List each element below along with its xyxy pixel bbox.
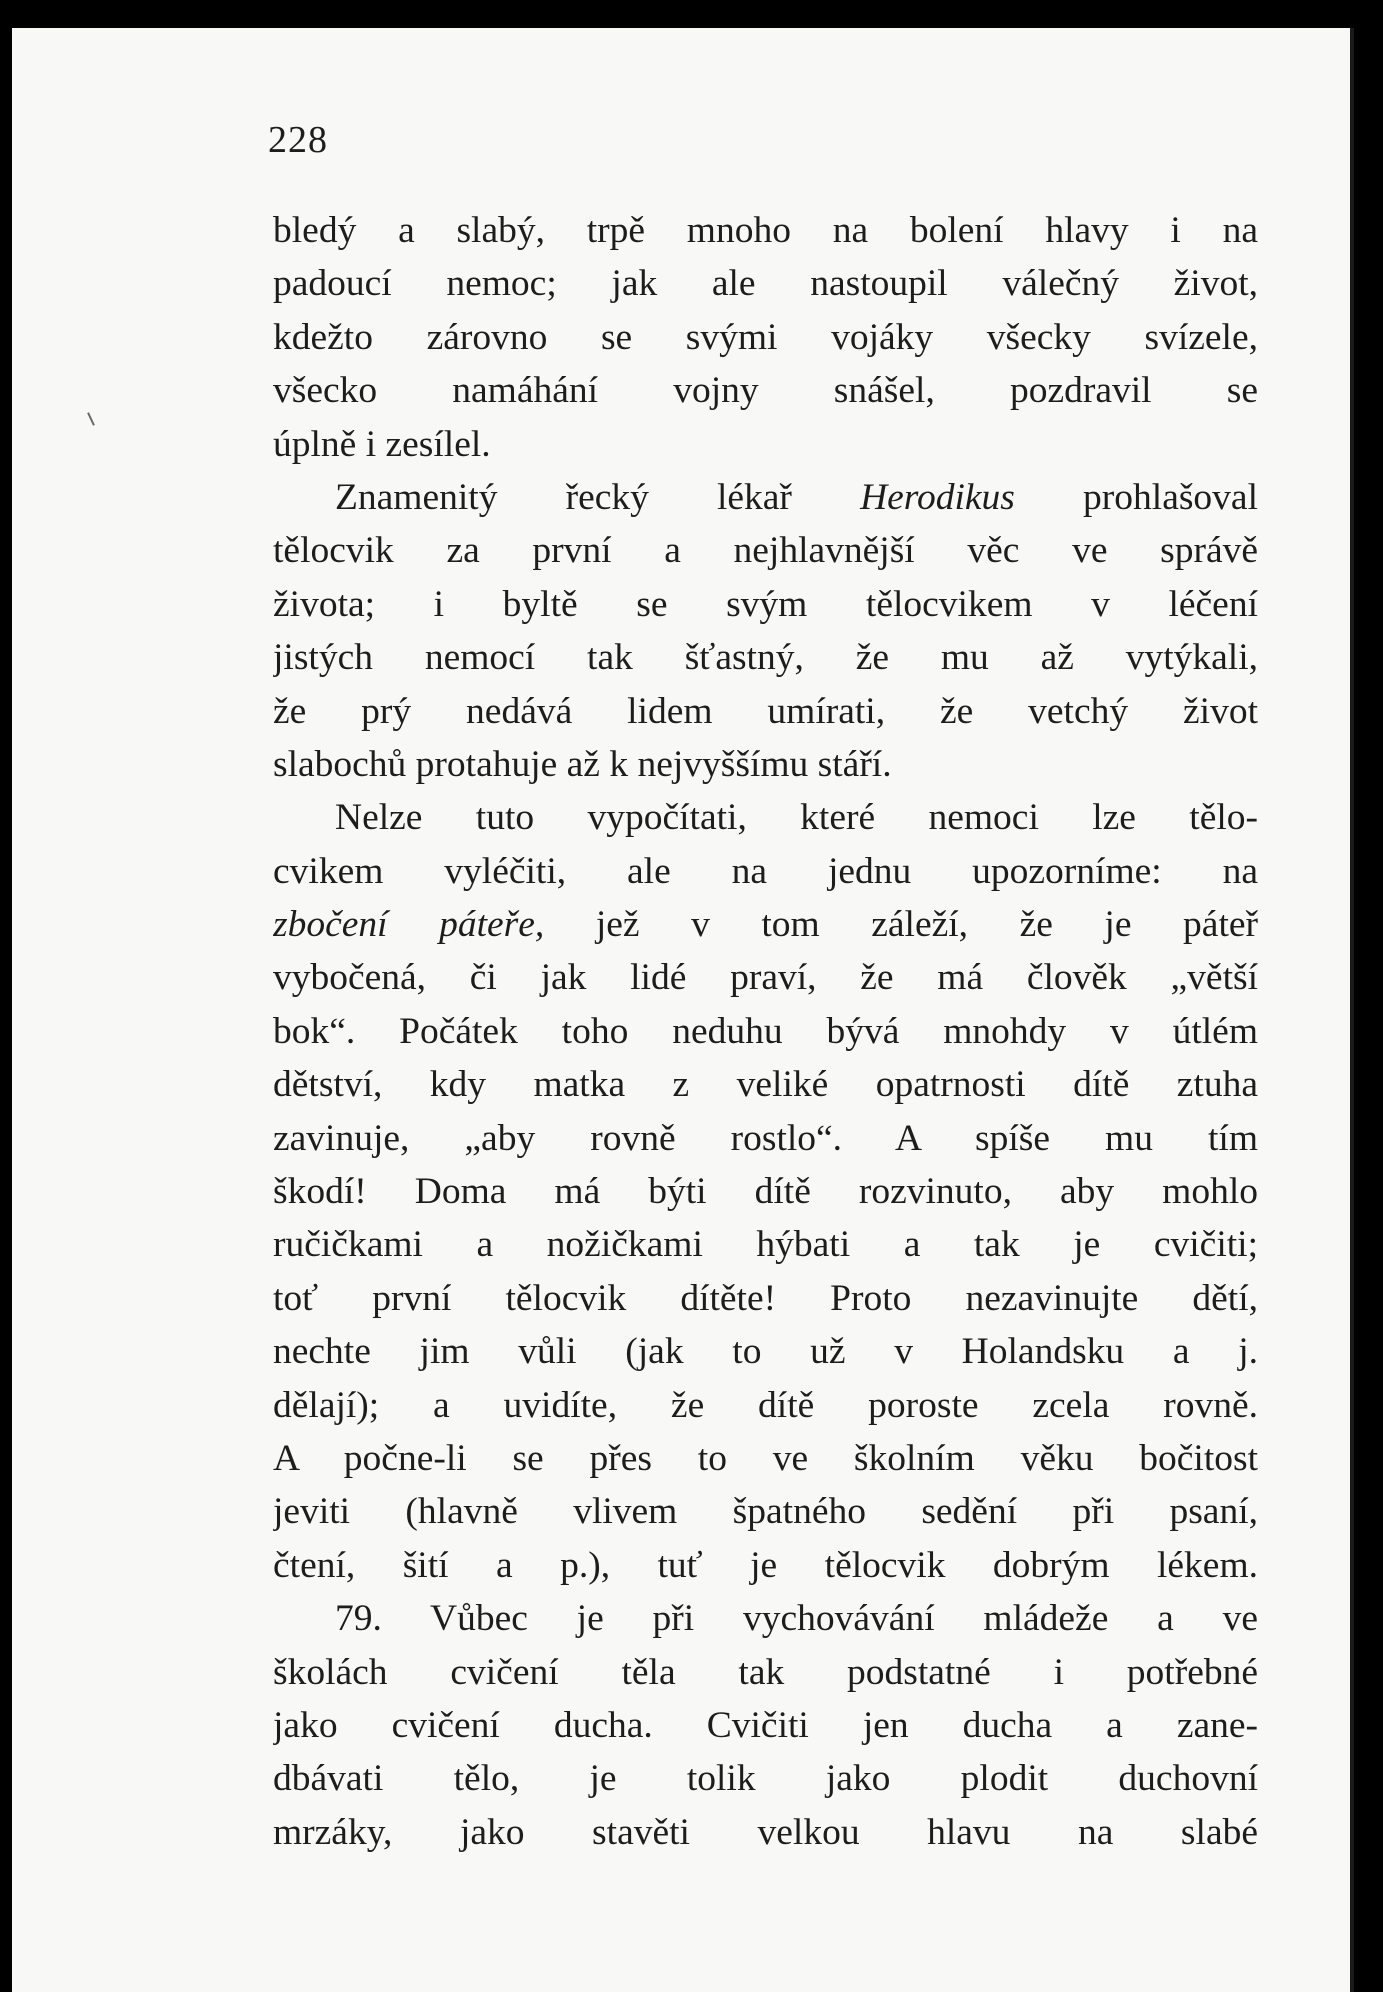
text-segment: všecko namáhání vojny snášel, pozdravil se	[273, 370, 1258, 412]
text-line	[273, 1379, 1258, 1432]
text-line	[273, 631, 1258, 684]
text-line	[273, 1112, 1258, 1165]
text-segment: ručičkami a nožičkami hýbati a tak je cvičiti;	[273, 1224, 1258, 1266]
text-line	[273, 204, 1258, 257]
text-segment: života; i byltě se svým tělocvikem v léčení	[273, 583, 1258, 625]
text-segment: slabochů protahuje až k nejvyššímu stáří.	[273, 743, 892, 785]
text-segment: nechte jim vůli (jak to už v Holandsku a j.	[273, 1331, 1258, 1373]
text-line	[273, 418, 1258, 471]
text-segment: čtení, šití a p.), tuť je tělocvik dobrým lékem.	[273, 1544, 1258, 1586]
text-segment: cvikem vyléčiti, ale na jednu upozorníme: na	[273, 850, 1258, 892]
text-segment: bledý a slabý, trpě mnoho na bolení hlavy i na	[273, 210, 1258, 251]
text-line	[273, 471, 1258, 524]
italic-text-segment: Herodikus	[860, 476, 1015, 518]
text-segment: dbávati tělo, je tolik jako plodit duchovní	[273, 1758, 1258, 1800]
text-segment: dělají); a uvidíte, že dítě poroste zcela rovně.	[273, 1384, 1258, 1426]
text-segment: padoucí nemoc; jak ale nastoupil válečný život,	[273, 263, 1258, 305]
text-line	[273, 1539, 1258, 1592]
text-line	[273, 1592, 1258, 1645]
text-segment: dětství, kdy matka z veliké opatrnosti dítě ztuha	[273, 1064, 1258, 1106]
text-line	[273, 524, 1258, 577]
text-segment: A počne-li se přes to ve školním věku bočitost	[273, 1437, 1258, 1479]
text-line	[273, 1699, 1258, 1752]
text-segment: úplně i zesílel.	[273, 423, 491, 465]
text-segment: mrzáky, jako stavěti velkou hlavu na slabé	[273, 1811, 1258, 1853]
text-line	[273, 257, 1258, 310]
text-segment: jistých nemocí tak šťastný, že mu až vytýkali,	[273, 637, 1258, 679]
text-line	[273, 1752, 1258, 1805]
text-segment: tělocvik za první a nejhlavnější věc ve správě	[273, 530, 1258, 572]
text-segment: že prý nedává lidem umírati, že vetchý život	[273, 690, 1258, 732]
text-line	[273, 685, 1258, 738]
text-line	[273, 578, 1258, 631]
book-page	[12, 28, 1354, 1992]
text-line	[273, 1806, 1258, 1859]
text-line	[273, 1432, 1258, 1485]
italic-text-segment: zbočení páteře,	[273, 904, 545, 946]
text-segment: škodí! Doma má býti dítě rozvinuto, aby mohlo	[273, 1171, 1258, 1213]
text-line	[273, 738, 1258, 791]
text-segment: prohlašoval	[1014, 476, 1258, 518]
text-line	[273, 1485, 1258, 1538]
text-line	[273, 791, 1258, 844]
text-segment: bok“. Počátek toho neduhu bývá mnohdy v útlém	[273, 1010, 1258, 1052]
text-line	[273, 1218, 1258, 1271]
text-segment: toť první tělocvik dítěte! Proto nezavinujte dětí,	[273, 1277, 1258, 1319]
text-segment: školách cvičení těla tak podstatné i potřebné	[273, 1651, 1258, 1693]
text-line	[273, 898, 1258, 951]
text-segment: vybočená, či jak lidé praví, že má člověk „větší	[273, 957, 1258, 999]
page-number: 228	[268, 119, 328, 161]
text-line	[273, 1646, 1258, 1699]
text-segment: zavinuje, „aby rovně rostlo“. A spíše mu tím	[273, 1117, 1258, 1159]
text-line	[273, 364, 1258, 417]
text-line	[273, 1272, 1258, 1325]
text-segment: kdežto zárovno se svými vojáky všecky svízele,	[273, 316, 1258, 358]
text-line	[273, 1005, 1258, 1058]
text-segment: jeviti (hlavně vlivem špatného sedění při psaní,	[273, 1491, 1258, 1533]
text-segment: jako cvičení ducha. Cvičiti jen ducha a zane-	[273, 1704, 1258, 1746]
text-line	[273, 1165, 1258, 1218]
body-text	[273, 204, 1258, 1859]
text-line	[273, 845, 1258, 898]
margin-mark	[87, 412, 95, 426]
text-line	[273, 951, 1258, 1004]
text-segment: 79. Vůbec je při vychovávání mládeže a ve	[335, 1598, 1258, 1640]
text-line	[273, 1058, 1258, 1111]
text-segment: Znamenitý řecký lékař	[335, 476, 861, 518]
text-line	[273, 1325, 1258, 1378]
text-segment: Nelze tuto vypočítati, které nemoci lze tělo-	[335, 797, 1258, 839]
text-line	[273, 311, 1258, 364]
text-segment: jež v tom záleží, že je páteř	[544, 904, 1258, 946]
